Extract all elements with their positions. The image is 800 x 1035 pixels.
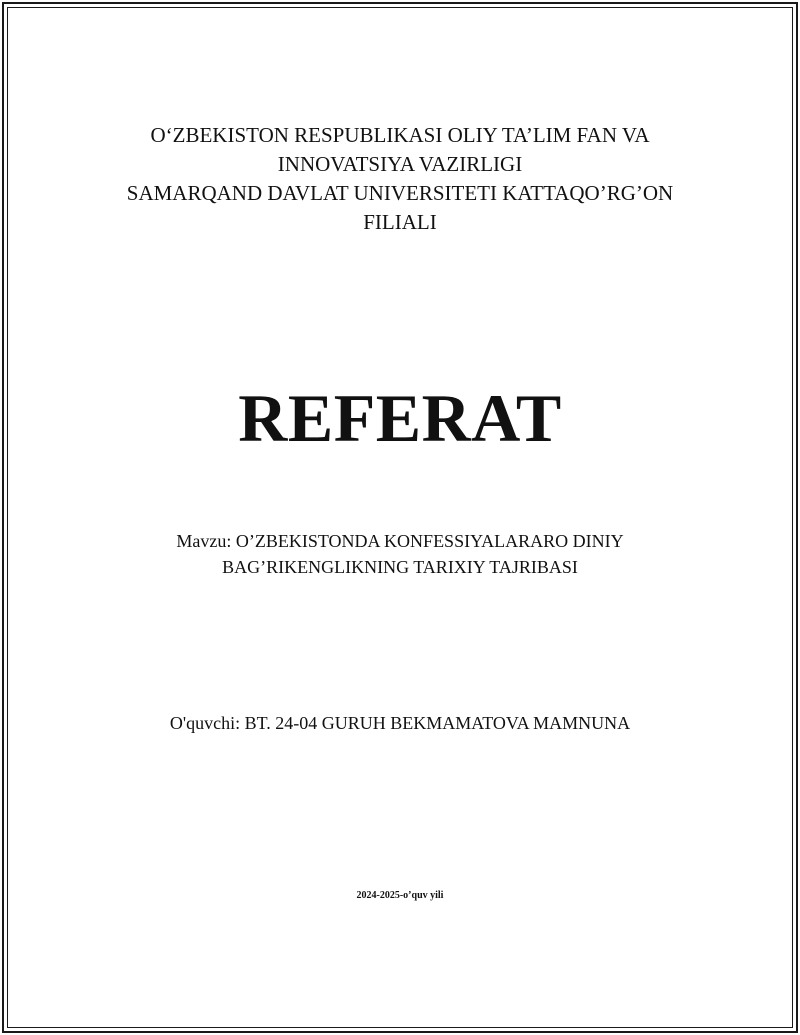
- header-line-2: INNOVATSIYA VAZIRLIGI: [277, 152, 523, 176]
- header-line-1: O‘ZBEKISTON RESPUBLIKASI OLIY TA’LIM FAN VA: [150, 123, 650, 147]
- student-info: O'quvchi: BT. 24-04 GURUH BEKMAMATOVA MAMNUNA: [169, 713, 631, 733]
- header-line-4: FILIALI: [363, 210, 437, 234]
- academic-year: 2024-2025-o’quv yili: [356, 890, 444, 901]
- header-line-3: SAMARQAND DAVLAT UNIVERSITETI KATTAQO’RG’ON: [126, 181, 674, 205]
- topic-line-2: BAG’RIKENGLIKNING TARIXIY TAJRIBASI: [222, 557, 578, 577]
- document-title: REFERAT: [238, 380, 562, 456]
- institution-header: [60, 121, 740, 237]
- topic-block: [60, 528, 740, 580]
- topic-line-1: Mavzu: O’ZBEKISTONDA KONFESSIYALARARO DINIY: [176, 531, 624, 551]
